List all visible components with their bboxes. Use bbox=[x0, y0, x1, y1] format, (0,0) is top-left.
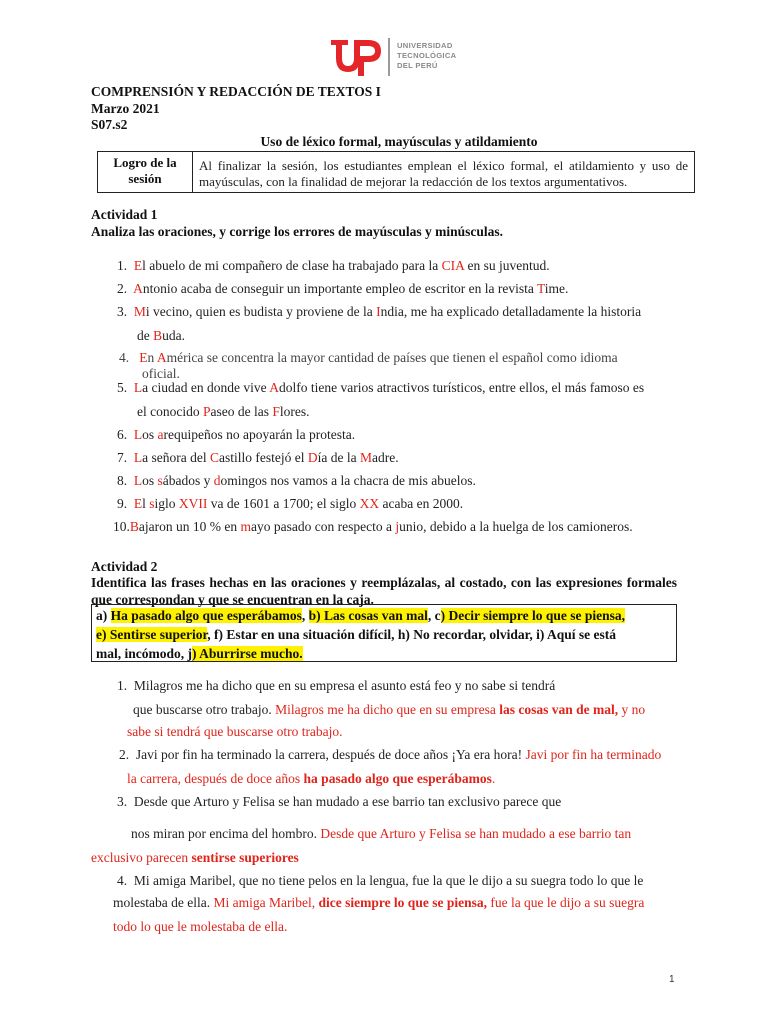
logo-divider bbox=[388, 38, 390, 76]
course-title: COMPRENSIÓN Y REDACCIÓN DE TEXTOS I bbox=[91, 84, 381, 99]
list-item-continuation: oficial. bbox=[142, 366, 180, 381]
activity-2-instruction: Identifica las frases hechas en las oraciones y reemplázalas, al costado, con las expresiones formales que correspondan y que se encuentran en la caja. bbox=[91, 575, 677, 607]
list-item: 6. Los arequipeños no apoyarán la protesta. bbox=[117, 427, 356, 442]
list-item: 4. En América se concentra la mayor cantidad de países que tienen el español como idioma bbox=[119, 350, 618, 365]
list-item: 5. La ciudad en donde vive Adolfo tiene varios atractivos turísticos, entre ellos, el más famoso es bbox=[117, 380, 645, 395]
utp-logo bbox=[328, 36, 478, 80]
list-item: 3. Mi vecino, quien es budista y proviene de la India, me ha explicado detalladamente la historia bbox=[117, 304, 642, 319]
logo-text bbox=[397, 41, 456, 71]
logro-label-line-2: sesión bbox=[128, 171, 162, 186]
session-subtitle: Uso de léxico formal, mayúsculas y atildamiento bbox=[260, 134, 538, 149]
activity-2-title: Actividad 2 bbox=[91, 559, 158, 574]
expressions-box: a) Ha pasado algo que esperábamos, b) Las cosas van mal, c) Decir siempre lo que se piensa, e) Sentirse superior, f) Estar en una situación difícil, h) No recordar, olvidar, i) Aquí se está mal, incómodo, j) Aburrirse mucho. bbox=[91, 604, 677, 662]
list-item-continuation: la carrera, después de doce años ha pasado algo que esperábamos. bbox=[127, 771, 496, 786]
activity-1-title: Actividad 1 bbox=[91, 207, 158, 222]
logo-line-1: UNIVERSIDAD bbox=[397, 41, 453, 50]
list-item-continuation: nos miran por encima del hombro. Desde que Arturo y Felisa se han mudado a ese barrio tan bbox=[131, 826, 632, 841]
page-number: 1 bbox=[669, 974, 675, 985]
list-item: 1. Milagros me ha dicho que en su empresa el asunto está feo y no sabe si tendrá bbox=[117, 678, 556, 693]
list-item: 3. Desde que Arturo y Felisa se han mudado a ese barrio tan exclusivo parece que bbox=[117, 794, 562, 809]
list-item-continuation: molestaba de ella. Mi amiga Maribel, dice siempre lo que se piensa, fue la que le dijo a su suegra bbox=[113, 895, 645, 910]
list-item-continuation: el conocido Paseo de las Flores. bbox=[137, 404, 310, 419]
list-item-continuation: de Buda. bbox=[137, 328, 186, 343]
logro-label bbox=[98, 152, 193, 192]
activity-1-instruction: Analiza las oraciones, y corrige los errores de mayúsculas y minúsculas. bbox=[91, 224, 503, 239]
logro-text: Al finalizar la sesión, los estudiantes emplean el léxico formal, el atildamiento y uso de mayúsculas, con la finalidad de mejorar la redacción de los textos argumentativos. bbox=[199, 158, 688, 189]
session-code: S07.s2 bbox=[91, 117, 128, 132]
list-item-continuation: todo lo que le molestaba de ella. bbox=[113, 919, 288, 934]
list-item-continuation: que buscarse otro trabajo. Milagros me ha dicho que en su empresa las cosas van de mal, y no bbox=[133, 702, 646, 717]
logo-line-2: TECNOLÓGICA bbox=[397, 51, 457, 60]
list-item-continuation: sabe si tendrá que buscarse otro trabajo. bbox=[127, 724, 343, 739]
utp-logo-mark-icon bbox=[328, 36, 384, 78]
logro-table bbox=[97, 151, 695, 193]
list-item: 2. Antonio acaba de conseguir un importante empleo de escritor en la revista Time. bbox=[117, 281, 569, 296]
list-item: 4. Mi amiga Maribel, que no tiene pelos en la lengua, fue la que le dijo a su suegra todo lo que le bbox=[117, 873, 644, 888]
document-header bbox=[91, 84, 381, 134]
logro-label-line-1: Logro de la bbox=[113, 155, 177, 170]
list-item: 2. Javi por fin ha terminado la carrera, después de doce años ¡Ya era hora! Javi por fin ha terminado bbox=[119, 747, 662, 762]
list-item: 7. La señora del Castillo festejó el Día de la Madre. bbox=[117, 450, 399, 465]
list-item: 9. El siglo XVII va de 1601 a 1700; el siglo XX acaba en 2000. bbox=[117, 496, 464, 511]
list-item: 10.Bajaron un 10 % en mayo pasado con respecto a junio, debido a la huelga de los camioneros. bbox=[113, 519, 633, 534]
list-item: 1. El abuelo de mi compañero de clase ha trabajado para la CIA en su juventud. bbox=[117, 258, 550, 273]
logo-line-3: DEL PERÚ bbox=[397, 61, 438, 70]
header-date: Marzo 2021 bbox=[91, 100, 160, 116]
list-item-continuation: exclusivo parecen sentirse superiores bbox=[91, 850, 299, 865]
list-item: 8. Los sábados y domingos nos vamos a la chacra de mis abuelos. bbox=[117, 473, 476, 488]
